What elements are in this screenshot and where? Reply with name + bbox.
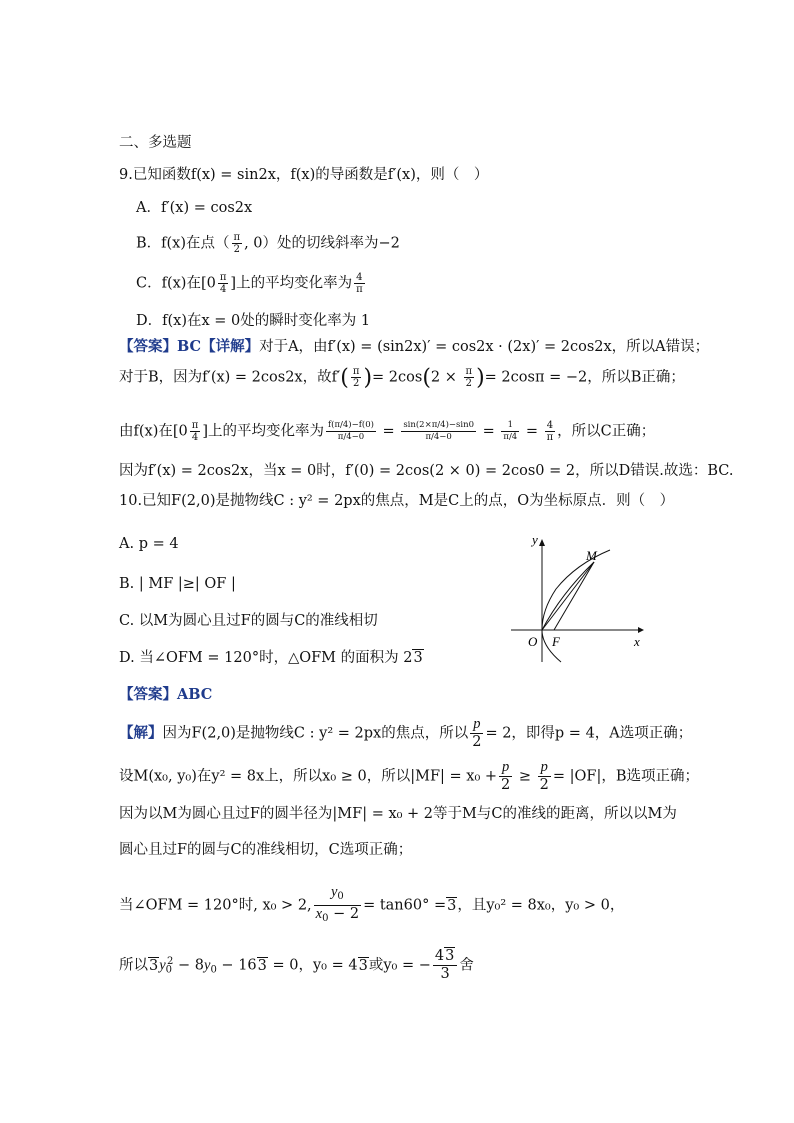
pi-over-4-fraction: $\frac{\pi}{4}$ [219,272,227,295]
q9-option-d: D．f(x)在x = 0处的瞬时变化率为 1 [136,313,371,329]
segment-om [542,562,594,630]
q9-option-c: C．f(x)在[0 $\frac{\pi}{4}$ ]上的平均变化率为 $\frac{4}{\pi}$ [136,272,363,295]
q10-option-c: C. 以M为圆心且过F的圆与C的准线相切 [119,613,378,629]
q9-answer-line: 【答案】BC【详解】对于A，由f′(x) = (sin2x)′ = cos2x · (2x)′ = 2cos2x，所以A错误； [119,338,710,355]
x-axis-arrow [638,627,644,633]
q10-option-a: A. p = 4 [119,536,179,552]
pi-over-2-fraction: $\frac{\pi}{2}$ [233,232,241,255]
section-title: 二、多选题 [119,135,192,151]
parabola-figure [506,534,646,666]
y-axis-arrow [539,539,545,546]
label-f: F [552,634,560,649]
q9-stem: 9.已知函数f(x) = sin2x，f(x)的导函数是f′(x)，则（ ） [119,167,489,183]
q9-detail-d: 因为f′(x) = 2cos2x，当x = 0时，f′(0) = 2cos(2 × 0) = 2cos0 = 2，所以D错误.故选：BC. [119,463,734,479]
q9-detail-c: 由f(x)在[0 $\frac{\pi}{4}$ ]上的平均变化率为 $\frac{f(\pi/4)-f(0)}{\pi/4-0}$ = $\frac{\sin(2\times\pi/4)-\sin 0}{\pi/4-0}$ = $\frac{1}{\pi/4}$ = $\frac{4}{\pi}$ ，所以C正确； [119,420,656,443]
label-m: M [586,548,597,563]
q10-solution-6: 所以$3y_0^2 - 8y_0 - 163 = 0$，y₀ = 43或y₀ = − $\frac{43}{3}$ 舍 [119,948,474,982]
label-x: x [634,634,640,649]
q9-option-a: A．f′(x) = cos2x [136,200,253,216]
q10-solution-1: 【解】因为F(2,0)是抛物线C : y² = 2px的焦点，所以 $\frac{p}{2}$ = 2，即得p = 4，A选项正确； [119,716,693,750]
q10-option-d: D. 当∠OFM = 120°时，△OFM 的面积为 23 [119,650,423,666]
segment-fm [554,562,594,630]
q10-solution-2: 设M(x₀, y₀)在y² = 8x上，所以x₀ ≥ 0，所以|MF| = x₀ + $\frac{p}{2}$ ≥ $\frac{p}{2}$ = |OF|，B选项正确； [119,759,700,793]
q10-option-b: B. | MF |≥| OF | [119,576,236,592]
q9-detail-b: 对于B，因为f′(x) = 2cos2x，故f′( $\frac{\pi}{2}$ )= 2cos(2 × $\frac{\pi}{2}$ )= 2cosπ = −2，所以B正确； [119,365,685,391]
label-o: O [528,634,538,649]
q10-solution-5: 当∠OFM = 120°时, x₀ > 2, $\frac{y_0}{x_0 - 2}$ = tan60° =3，且y₀² = 8x₀，y₀ > 0， [119,884,625,924]
q10-solution-4: 圆心且过F的圆与C的准线相切，C选项正确； [119,842,413,858]
q10-answer: 【答案】ABC [119,686,213,703]
q10-solution-3: 因为以M为圆心且过F的圆半径为|MF| = x₀ + 2等于M与C的准线的距离，所以以M为 [119,806,677,822]
label-y: y [532,534,538,547]
q9-option-b: B．f(x)在点（ $\frac{\pi}{2}$ , 0）处的切线斜率为−2 [136,232,400,255]
four-over-pi-fraction: $\frac{4}{\pi}$ [356,272,363,295]
q10-stem: 10.已知F(2,0)是抛物线C : y² = 2px的焦点，M是C上的点，O为坐标原点．则（ ） [119,493,675,509]
